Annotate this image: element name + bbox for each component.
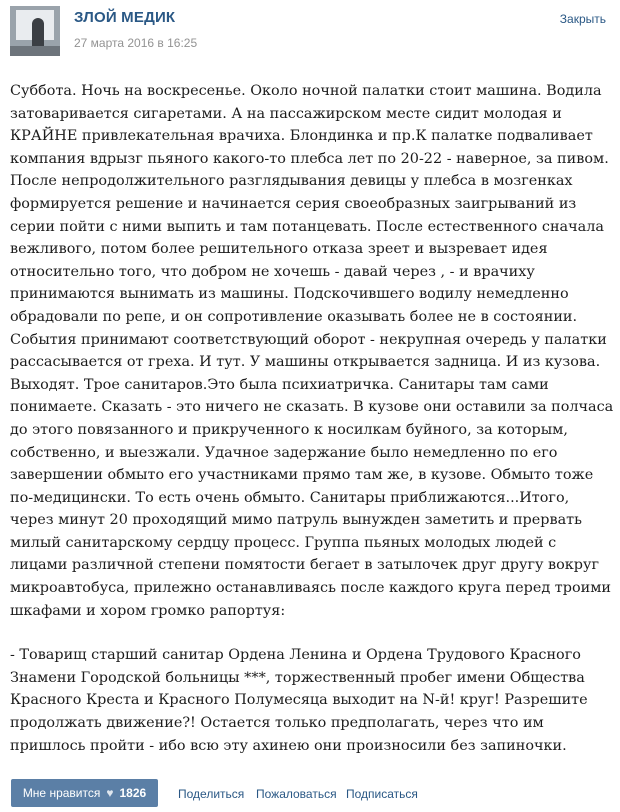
- heart-icon: ♥: [106, 786, 114, 800]
- author-name[interactable]: ЗЛОЙ МЕДИК: [74, 9, 176, 26]
- post-body: [10, 80, 616, 757]
- report-link[interactable]: Пожаловаться: [256, 787, 337, 801]
- post-header: [0, 0, 620, 72]
- post-footer: [0, 776, 620, 812]
- share-link[interactable]: Поделиться: [178, 787, 245, 801]
- post-paragraph: Суббота. Ночь на воскресенье. Около ночной палатки стоит машина. Водила затоваривается сигаретами. А на пассажирском месте сидит молодая и КРАЙНЕ привлекательная врачиха. Блондинка и пр.К палатке подваливает компания вдрызг пьяного какого-то плебса лет по 20-22 - наверное, за пивом. После непродолжительного разглядывания девицы у плебса в мозгенках формируется решение и начинается серия своеобразных заигрываний из серии пойти с ними выпить и там потанцевать. После естественного сначала вежливого, потом более решительного отказа зреет и вызревает идея относительно того, что добром не хочешь - давай через , - и врачиху принимаются вынимать из машины. Подскочившего водилу немедленно обрадовали по репе, и он сопротивление оказывать более не в состоянии. События принимают соответствующий оборот - некрупная очередь у палатки рассасывается от греха. И тут. У машины открывается задница. И из кузова. Выходят. Трое санитаров.Это была психиатричка. Санитары там сами понимаете. Сказать - это ничего не сказать. В кузове они оставили за полчаса до этого повязанного и прикрученного к носилкам буйного, за которым, собственно, и выезжали. Удачное задержание было немедленно по его завершении обмыто его участниками прямо там же, в кузове. Обмыто тоже по-медицински. То есть очень обмыто. Санитары приближаются...Итого, через минут 20 проходящий мимо патруль вынужден заметить и прервать милый санитарскому сердцу процесс. Группа пьяных молодых людей с лицами различной степени помятости бегает в затылочек друг другу вокруг микроавтобуса, прилежно останавливаясь после каждого круга перед троими шкафами и хором громко рапортуя:: [10, 83, 614, 619]
- like-button[interactable]: [11, 779, 158, 807]
- close-link[interactable]: Закрыть: [559, 12, 606, 26]
- like-label: Мне нравится: [22, 786, 101, 800]
- avatar-base: [10, 46, 60, 56]
- post-date[interactable]: 27 марта 2016 в 16:25: [74, 36, 198, 50]
- post-paragraph: - Товарищ старший санитар Ордена Ленина и Ордена Трудового Красного Знамени Городской больницы ***, торжественный пробег имени Общества Красного Креста и Красного Полумесяца выходит на N-й! круг! Разрешите продолжать движение?! Остается только предполагать, через что им пришлось пройти - ибо всю эту ахинею они произносили без запиночки.: [10, 647, 588, 754]
- author-avatar[interactable]: [10, 6, 60, 56]
- subscribe-link[interactable]: Подписаться: [346, 787, 418, 801]
- like-count: 1826: [119, 786, 147, 800]
